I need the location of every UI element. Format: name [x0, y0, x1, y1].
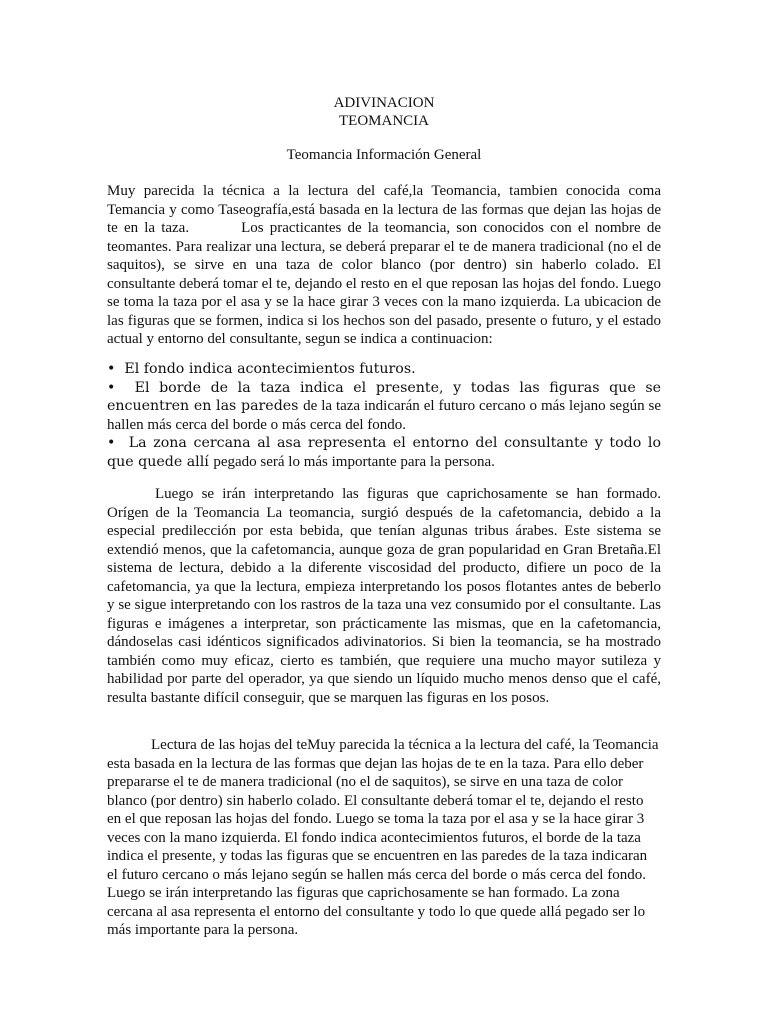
bullet-item: • La zona cercana al asa representa el entorno del consultante y todo lo que quede allí pegado será lo más importante para la persona. [107, 434, 661, 471]
bullet-item: • El borde de la taza indica el presente, y todas las figuras que se encuentren en las paredes de la taza indicarán el futuro cercano o más lejano según se hallen más cerca del borde o más cerca del fondo. [107, 379, 661, 435]
intro-paragraph [107, 182, 661, 349]
reading-paragraph: Lectura de las hojas del teMuy parecida la técnica a la lectura del café, la Teomancia esta basada en la lectura de las formas que dejan las hojas de te en la taza. Para ello deber prepararse el te de manera tradicional (no el de saquitos), se sirve en una taza de color blanco (por dentro) sin haberlo colado. El consultante deberá tomar el te, dejando el resto en el que reposan las hojas del fondo. Luego se toma la taza por el asa y se la hace girar 3 veces con la mano izquierda. El fondo indica acontecimientos futuros, el borde de la taza indica el presente, y todas las figuras que se encuentren en las paredes de la taza indicaran el futuro cercano o más lejano según se hallen más cerca del borde o más cerca del fondo. Luego se irán interpretando las figuras que caprichosamente se han formado. La zona cercana al asa representa el entorno del consultante y todo lo que quede allá pegado ser lo más importante para la persona. [107, 737, 659, 938]
bullet-item: • El fondo indica acontecimientos futuros. [107, 360, 661, 379]
origin-paragraph: Luego se irán interpretando las figuras que caprichosamente se han formado. Orígen de la Teomancia La teomancia, surgió después de la cafetomancia, debido a la especial predilección por esta bebida, que tenían algunas tribus árabes. Este sistema se extendió menos, que la cafetomancia, aunque goza de gran popularidad en Gran Bretaña.El sistema de lectura, debido a la diferente viscosidad del producto, difiere un poco de la cafetomancia, ya que la lectura, empieza interpretando los posos flotantes antes de beberlo y se sigue interpretando con los rastros de la taza una vez consumido por el consultante. Las figuras e imágenes a interpretar, son prácticamente las mismas, que en la cafetomancia, dándoselas casi idénticos significados adivinatorios. Si bien la teomancia, se ha mostrado también como muy eficaz, cierto es también, que requiere una mucho mayor sutileza y habilidad por parte del operador, ya que siendo un líquido mucho menos denso que el café, resulta bastante difícil conseguir, que se marquen las figuras en los posos. [107, 486, 661, 706]
intro-text-part2: Los practicantes de la teomancia, son conocidos con el nombre de teomantes. Para realizar una lectura, se deberá preparar el te de manera tradicional (no el de saquitos), se sirve en una taza de color blanco (por dentro) sin haberlo colado. El consultante deberá tomar el te, dejando el resto en el que reposan las hojas del fondo. Luego se toma la taza por el asa y se la hace girar 3 veces con la mano izquierda. La ubicacion de las figuras que se formen, indica si los hechos son del pasado, presente o futuro, y el estado actual y entorno del consultante, segun se indica a continuacion: [107, 220, 662, 347]
bullet-list [107, 360, 661, 471]
intro-text-part1: Muy parecida la técnica a la lectura del café,la Teomancia, tambien conocida coma Temancia y como Taseografía,está basada en la lectura de las formas que dejan las hojas de te en la taza. [107, 183, 661, 236]
section-heading: Teomancia Información General [286, 147, 482, 163]
document-title-sub: TEOMANCIA [339, 113, 429, 129]
document-title: ADIVINACION [333, 95, 435, 111]
